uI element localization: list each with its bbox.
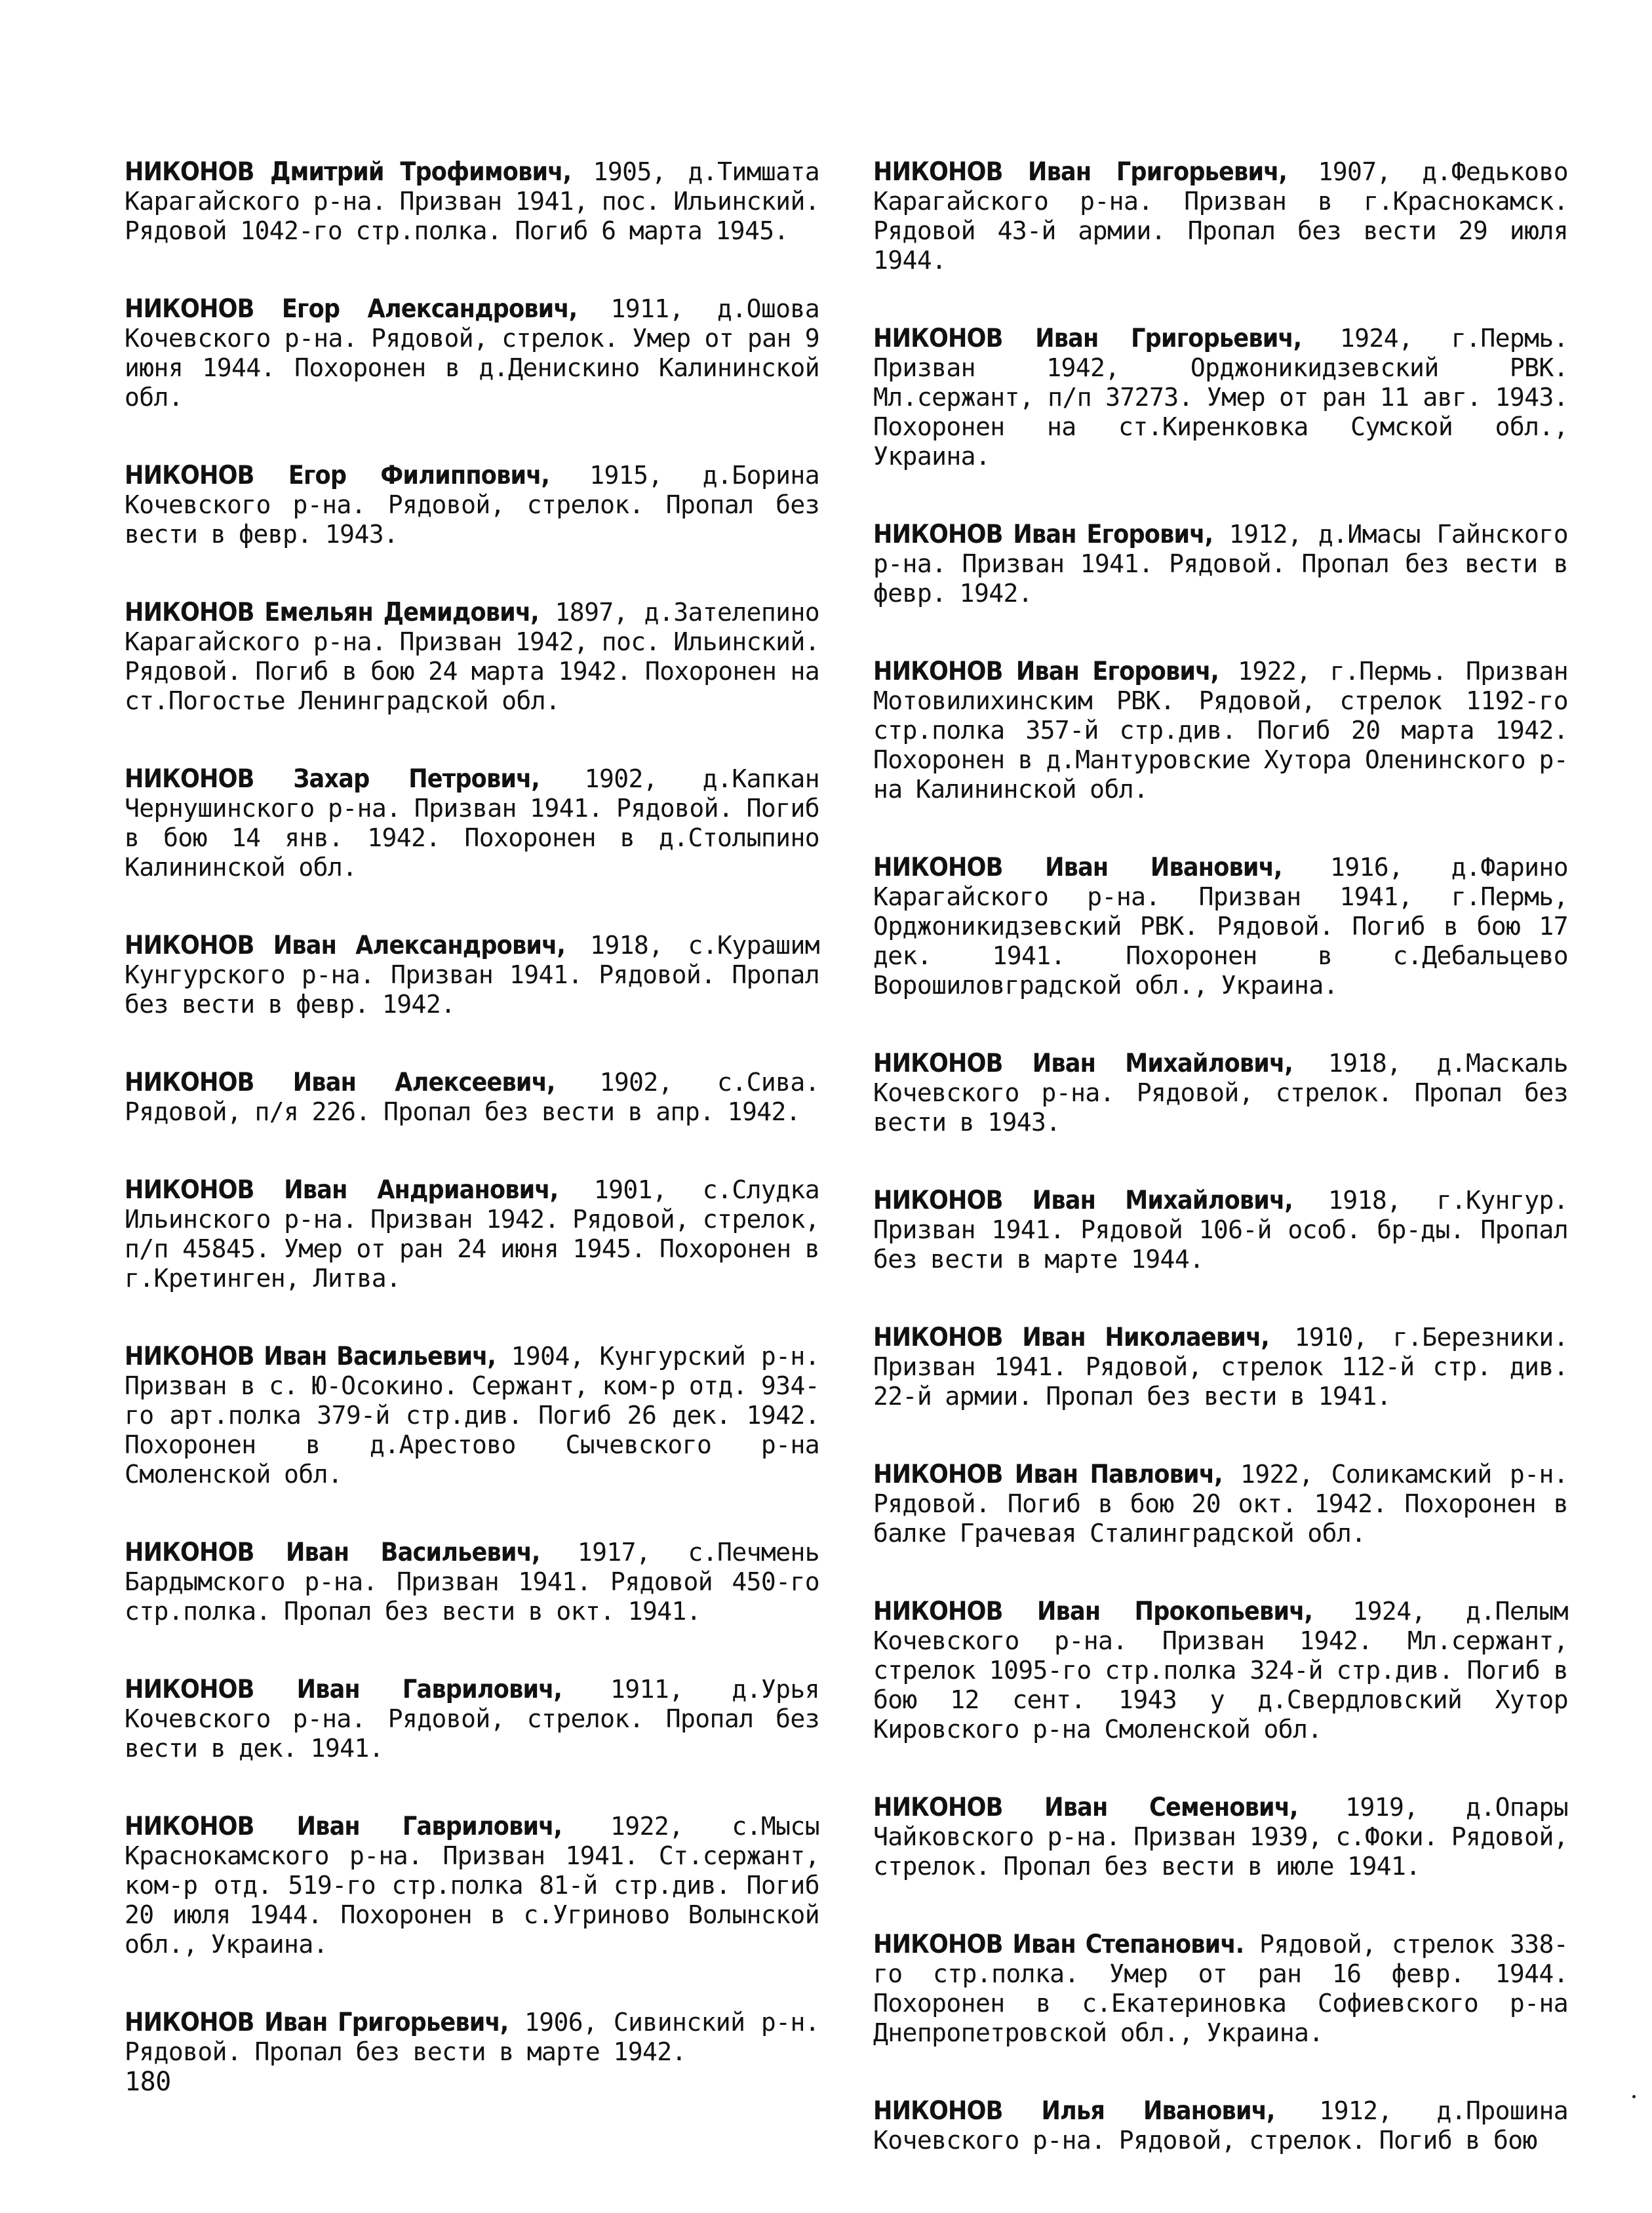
entry xyxy=(125,157,819,246)
entry-name: НИКОНОВ Иван Иванович, xyxy=(873,853,1282,882)
entry xyxy=(873,1460,1568,1548)
entry-text: 1901, с.Слудка Ильинского р-на. Призван 1942. Рядовой, стрелок, п/п 45845. Умер от ран 24 июня 1945. Похоронен в г.Кретинген, Литва. xyxy=(125,1175,819,1293)
entry xyxy=(873,1597,1568,1744)
entry-name: НИКОНОВ Захар Петрович, xyxy=(125,764,540,794)
entry xyxy=(873,853,1568,1000)
entry xyxy=(125,461,819,549)
entry-text: 1897, д.Зателепино Карагайского р-на. Призван 1942, пос. Ильинский. Рядовой. Погиб в бою 24 марта 1942. Похоронен на ст.Погостье Ленинградской обл. xyxy=(125,598,819,715)
entry-text: 1917, с.Печмень Бардымского р-на. Призван 1941. Рядовой 450-го стр.полка. Пропал без вести в окт. 1941. xyxy=(125,1538,819,1626)
entry-name: НИКОНОВ Иван Егорович, xyxy=(873,520,1213,549)
entry-text: 1916, д.Фарино Карагайского р-на. Призван 1941, г.Пермь, Орджоникидзевский РВК. Рядовой. Погиб в бою 17 дек. 1941. Похоронен в с.Дебальцево Ворошиловградской обл., Украина. xyxy=(873,853,1568,1000)
entry-name: НИКОНОВ Иван Степанович. xyxy=(873,1930,1244,1959)
entry xyxy=(873,324,1568,471)
entry xyxy=(873,1186,1568,1274)
entry-text: Рядовой, стрелок 338-го стр.полка. Умер от ран 16 февр. 1944. Похоронен в с.Екатериновка Софиевского р-на Днепропетровской обл., Украина. xyxy=(873,1930,1568,2047)
entry-name: НИКОНОВ Иван Григорьевич, xyxy=(873,324,1302,353)
entry xyxy=(873,1049,1568,1137)
entry xyxy=(125,1538,819,1626)
entry-text: 1906, Сивинский р-н. Рядовой. Пропал без вести в марте 1942. xyxy=(125,2008,820,2066)
entry-name: НИКОНОВ Иван Павлович, xyxy=(873,1460,1223,1489)
entry-name: НИКОНОВ Иван Григорьевич, xyxy=(873,157,1288,187)
entry-text: 1924, г.Пермь. Призван 1942, Орджоникидзевский РВК. Мл.сержант, п/п 37273. Умер от ран 11 авг. 1943. Похоронен на ст.Киренковка Сумской обл., Украина. xyxy=(873,324,1568,471)
entry-name: НИКОНОВ Иван Александрович, xyxy=(125,931,565,960)
entry-text: 1918, г.Кунгур. Призван 1941. Рядовой 106-й особ. бр-ды. Пропал без вести в марте 1944. xyxy=(873,1186,1569,1274)
entry xyxy=(125,598,819,716)
entry-name: НИКОНОВ Иван Прокопьевич, xyxy=(873,1597,1313,1626)
page-number: 180 xyxy=(125,2067,171,2097)
entry xyxy=(125,1675,819,1763)
entry xyxy=(125,1812,819,1959)
entry-name: НИКОНОВ Иван Андрианович, xyxy=(125,1175,559,1205)
entry-text: 1905, д.Тимшата Карагайского р-на. Призван 1941, пос. Ильинский. Рядовой 1042-го стр.полка. Погиб 6 марта 1945. xyxy=(125,157,820,245)
entry-name: НИКОНОВ Илья Иванович, xyxy=(873,2096,1275,2126)
entry xyxy=(125,931,819,1019)
entry-text: 1912, д.Прошина Кочевского р-на. Рядовой, стрелок. Погиб в бою xyxy=(873,2096,1568,2155)
left-column xyxy=(125,157,819,2115)
entry-text: 1912, д.Имасы Гайнского р-на. Призван 1941. Рядовой. Пропал без вести в февр. 1942. xyxy=(873,520,1568,608)
entry-name: НИКОНОВ Иван Гаврилович, xyxy=(125,1812,562,1841)
entry-text: 1904, Кунгурский р-н. Призван в с. Ю-Осокино. Сержант, ком-р отд. 934-го арт.полка 379-й стр.див. Погиб 26 дек. 1942. Похоронен в д.Арестово Сычевского р-на Смоленской обл. xyxy=(125,1342,819,1489)
entry-text: 1922, г.Пермь. Призван Мотовилихинским РВК. Рядовой, стрелок 1192-го стр.полка 357-й стр.див. Погиб 20 марта 1942. Похоронен в д.Мантуровские Хутора Оленинского р-на Калининской обл. xyxy=(873,657,1568,804)
entry-name: НИКОНОВ Иван Алексеевич, xyxy=(125,1068,555,1097)
entry-name: НИКОНОВ Иван Гаврилович, xyxy=(125,1675,562,1704)
entry xyxy=(125,764,819,882)
entry-name: НИКОНОВ Егор Александрович, xyxy=(125,294,578,324)
entry-text: 1911, д.Ошова Кочевского р-на. Рядовой, стрелок. Умер от ран 9 июня 1944. Похоронен в д.Денискино Калининской обл. xyxy=(125,294,819,412)
entry-name: НИКОНОВ Иван Семенович, xyxy=(873,1793,1298,1822)
entry-text: 1924, д.Пелым Кочевского р-на. Призван 1942. Мл.сержант, стрелок 1095-го стр.полка 324-й стр.див. Погиб в бою 12 сент. 1943 у д.Свердловский Хутор Кировского р-на Смоленской обл. xyxy=(873,1597,1568,1744)
entry-text: 1922, Соликамский р-н. Рядовой. Погиб в бою 20 окт. 1942. Похоронен в балке Грачевая Сталинградской обл. xyxy=(873,1460,1569,1548)
entry-name: НИКОНОВ Емельян Демидович, xyxy=(125,598,539,627)
entry xyxy=(125,2008,819,2067)
entry-text: 1910, г.Березники. Призван 1941. Рядовой, стрелок 112-й стр. див. 22-й армии. Пропал без вести в 1941. xyxy=(873,1323,1568,1411)
entry-name: НИКОНОВ Егор Филиппович, xyxy=(125,461,550,490)
entry-text: 1918, с.Курашим Кунгурского р-на. Призван 1941. Рядовой. Пропал без вести в февр. 1942. xyxy=(125,931,819,1019)
entry-text: 1922, с.Мысы Краснокамского р-на. Призван 1941. Ст.сержант, ком-р отд. 519-го стр.полка 81-й стр.див. Погиб 20 июля 1944. Похоронен в с.Угриново Волынской обл., Украина. xyxy=(125,1812,819,1959)
entry xyxy=(125,1068,819,1127)
entry xyxy=(873,657,1568,804)
entry xyxy=(873,520,1568,608)
entry xyxy=(125,1175,819,1293)
entry-text: 1907, д.Федьково Карагайского р-на. Призван в г.Краснокамск. Рядовой 43-й армии. Пропал без вести 29 июля 1944. xyxy=(873,157,1568,275)
entry-name: НИКОНОВ Иван Егорович, xyxy=(873,657,1219,686)
entry xyxy=(873,1323,1568,1411)
entry xyxy=(873,157,1568,275)
scan-speck xyxy=(1632,2095,1636,2098)
entry xyxy=(873,1930,1568,2048)
entry xyxy=(873,1793,1568,1881)
entry-text: 1919, д.Опары Чайковского р-на. Призван 1939, с.Фоки. Рядовой, стрелок. Пропал без вести в июле 1941. xyxy=(873,1793,1568,1881)
entry-text: 1915, д.Борина Кочевского р-на. Рядовой, стрелок. Пропал без вести в февр. 1943. xyxy=(125,461,819,549)
entry-name: НИКОНОВ Иван Григорьевич, xyxy=(125,2008,509,2037)
right-column xyxy=(873,157,1568,2204)
entry-text: 1902, с.Сива. Рядовой, п/я 226. Пропал без вести в апр. 1942. xyxy=(125,1068,819,1126)
entry-name: НИКОНОВ Иван Михайлович, xyxy=(873,1186,1293,1215)
entry-name: НИКОНОВ Иван Николаевич, xyxy=(873,1323,1269,1352)
entry xyxy=(125,294,819,412)
entry-name: НИКОНОВ Иван Васильевич, xyxy=(125,1538,540,1567)
entry-name: НИКОНОВ Иван Михайлович, xyxy=(873,1049,1293,1078)
entry-text: 1911, д.Урья Кочевского р-на. Рядовой, стрелок. Пропал без вести в дек. 1941. xyxy=(125,1675,819,1763)
entry xyxy=(873,2096,1568,2155)
entry-name: НИКОНОВ Дмитрий Трофимович, xyxy=(125,157,572,187)
entry-text: 1918, д.Маскаль Кочевского р-на. Рядовой, стрелок. Пропал без вести в 1943. xyxy=(873,1049,1569,1137)
entry xyxy=(125,1342,819,1489)
entry-name: НИКОНОВ Иван Васильевич, xyxy=(125,1342,496,1371)
entry-text: 1902, д.Капкан Чернушинского р-на. Призван 1941. Рядовой. Погиб в бою 14 янв. 1942. Похоронен в д.Столыпино Калининской обл. xyxy=(125,764,819,882)
